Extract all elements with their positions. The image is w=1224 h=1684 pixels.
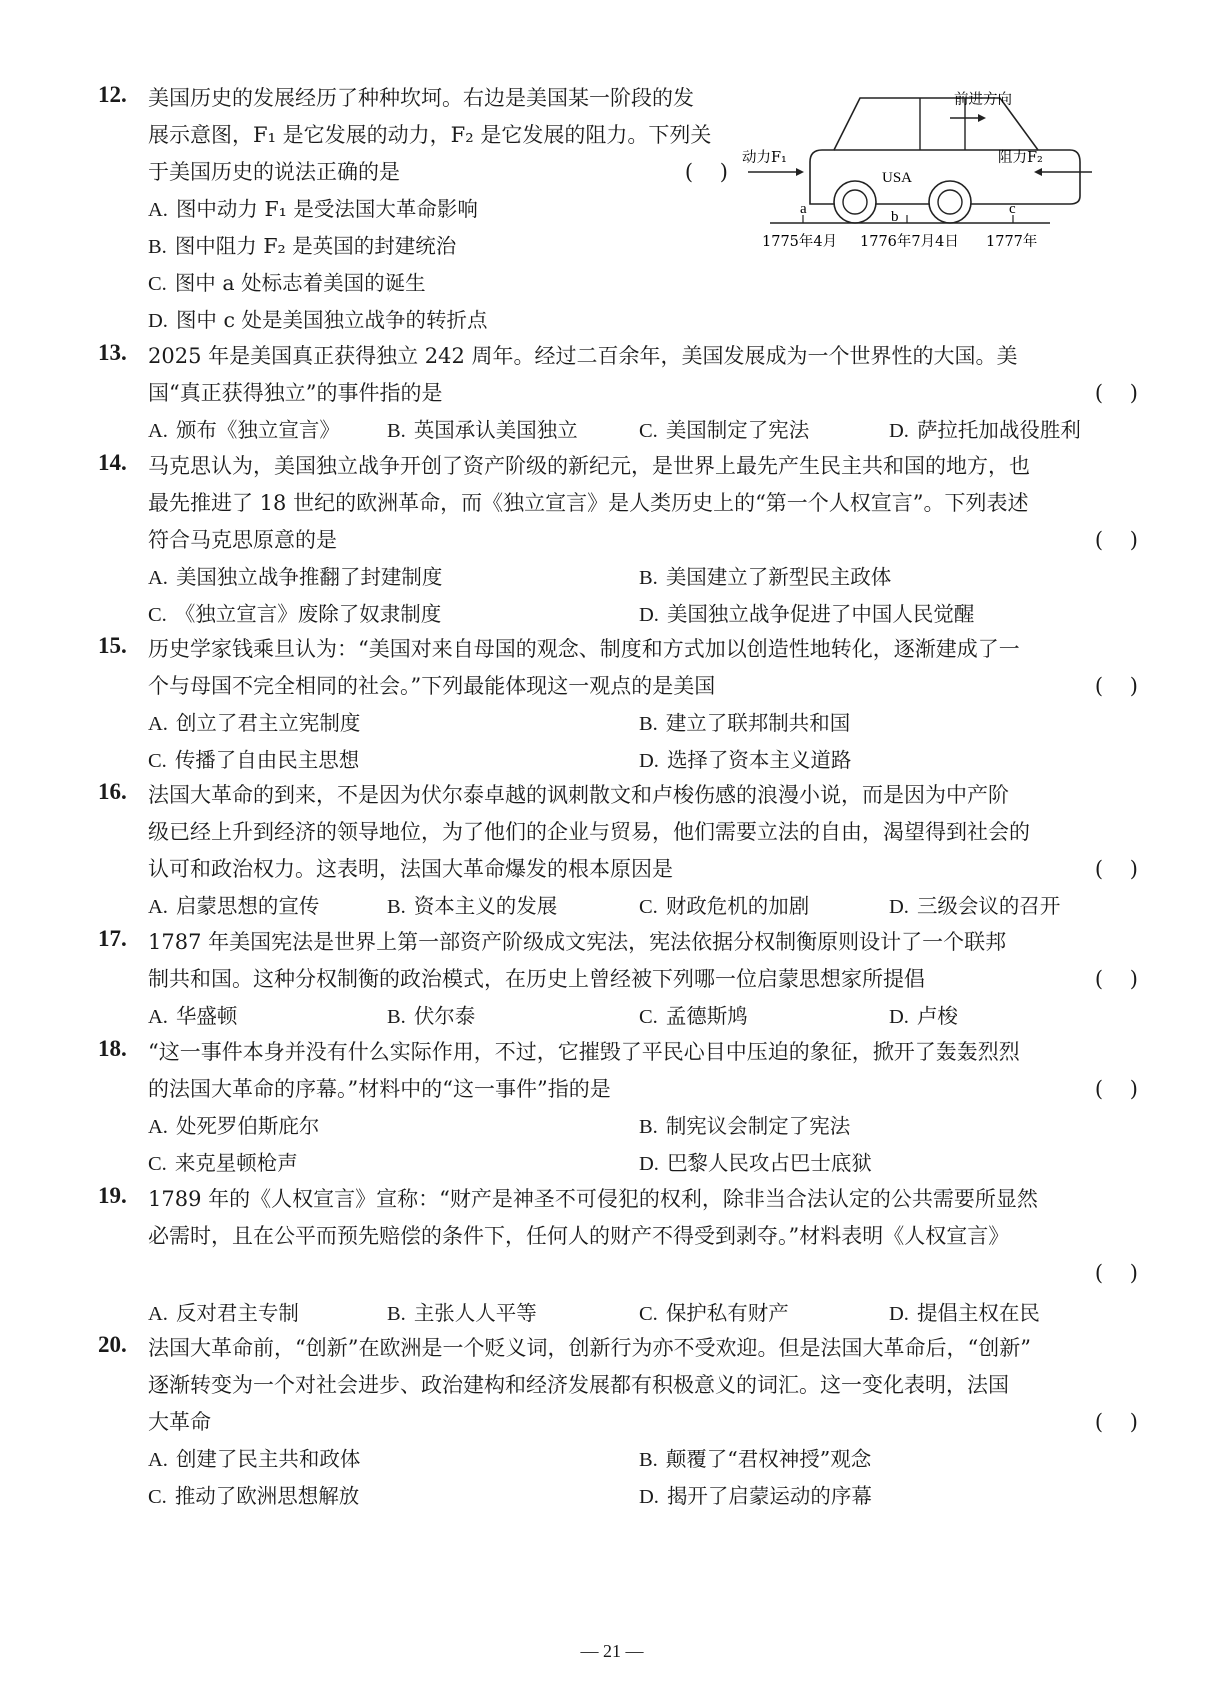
option-letter: C. [639,1006,658,1028]
option-text: 华盛顿 [175,1004,238,1028]
option-b[interactable] [639,705,850,742]
option-d[interactable] [889,888,1060,925]
option-letter: A. [148,1006,168,1028]
option-letter: D. [889,896,909,918]
question-stem-line: 的法国大革命的序幕。”材料中的“这一事件”指的是 [148,1077,611,1101]
option-letter: B. [387,896,406,918]
option-text: 选择了资本主义道路 [666,748,852,772]
option-text: 萨拉托加战役胜利 [916,418,1081,442]
wheel [834,181,876,223]
point-a-label: a [800,201,807,217]
question-stem-line: 美国历史的发展经历了种种坎坷。右边是美国某一阶段的发 [148,86,694,110]
option-letter: B. [387,420,406,442]
option-letter: A. [148,896,168,918]
option-text: 创建了民主共和政体 [175,1447,361,1471]
option-d[interactable] [639,596,974,633]
forward-direction-label: 前进方向 [954,92,1012,108]
answer-parentheses[interactable]: ( ) [1094,1410,1138,1434]
option-text: 颠覆了“君权神授”观念 [665,1447,872,1471]
option-b[interactable] [387,1295,537,1332]
option-text: 美国独立战争推翻了封建制度 [175,565,443,589]
option-letter: D. [639,750,659,772]
option-b[interactable] [387,888,557,925]
option-text: 主张人人平等 [413,1301,537,1325]
option-a[interactable] [148,705,360,742]
answer-parentheses[interactable]: ( ) [1094,381,1138,405]
point-b-label: b [891,209,899,225]
option-d[interactable] [148,302,487,339]
option-c[interactable] [148,265,426,302]
point-c-label: c [1009,201,1016,217]
option-b[interactable] [639,1441,871,1478]
question-stem-line: 认可和政治权力。这表明，法国大革命爆发的根本原因是 [148,857,673,881]
option-text: 《独立宣言》废除了奴隶制度 [174,602,442,626]
option-text: 美国建立了新型民主政体 [665,565,892,589]
question-number: 17. [98,926,127,951]
option-a[interactable] [148,1295,299,1332]
option-text: 孟德斯鸠 [665,1004,748,1028]
option-d[interactable] [639,1145,872,1182]
option-c[interactable] [639,1295,789,1332]
date-label: 1776年7月4日 [860,234,959,250]
option-letter: A. [148,1303,168,1325]
option-b[interactable] [387,998,475,1035]
option-letter: A. [148,1449,168,1471]
option-d[interactable] [639,742,851,779]
option-letter: B. [639,713,658,735]
answer-parentheses[interactable]: ( ) [684,160,728,184]
option-letter: B. [387,1006,406,1028]
question-stem-line: 展示意图，F₁ 是它发展的动力，F₂ 是它发展的阻力。下列关 [148,123,712,147]
option-letter: C. [639,420,658,442]
option-letter: B. [387,1303,406,1325]
question-stem-line: “这一事件本身并没有什么实际作用，不过，它摧毁了平民心目中压迫的象征，掀开了轰轰烈烈 [148,1040,1020,1064]
question-stem-line: 马克思认为，美国独立战争开创了资产阶级的新纪元，是世界上最先产生民主共和国的地方，也 [148,454,1030,478]
option-letter: B. [148,236,167,258]
option-c[interactable] [148,742,359,779]
option-letter: D. [148,310,168,332]
option-a[interactable] [148,1441,360,1478]
question-stem-line: 级已经上升到经济的领导地位，为了他们的企业与贸易，他们需要立法的自由，渴望得到社会的 [148,820,1030,844]
option-text: 英国承认美国独立 [413,418,578,442]
option-text: 美国制定了宪法 [665,418,810,442]
option-letter: A. [148,713,168,735]
option-letter: C. [639,1303,658,1325]
option-letter: C. [148,1153,167,1175]
option-text: 图中 c 处是美国独立战争的转折点 [175,308,488,332]
question-stem-line: 个与母国不完全相同的社会。”下列最能体现这一观点的是美国 [148,674,716,698]
question-stem-line: 历史学家钱乘旦认为：“美国对来自母国的观念、制度和方式加以创造性地转化，逐渐建成了一 [148,637,1020,661]
resistance-label: 阻力F₂ [998,150,1043,166]
date-label: 1775年4月 [762,234,838,250]
power-label: 动力F₁ [742,150,787,166]
option-text: 三级会议的召开 [916,894,1061,918]
answer-parentheses[interactable]: ( ) [1094,1261,1138,1285]
option-a[interactable] [148,998,237,1035]
option-text: 建立了联邦制共和国 [665,711,851,735]
answer-parentheses[interactable]: ( ) [1094,857,1138,881]
option-text: 揭开了启蒙运动的序幕 [666,1484,872,1508]
option-letter: A. [148,199,168,221]
option-text: 保护私有财产 [665,1301,789,1325]
option-b[interactable] [148,228,456,265]
question-stem-line: 1787 年美国宪法是世界上第一部资产阶级成文宪法，宪法依据分权制衡原则设计了一个联邦 [148,930,1007,954]
option-text: 美国独立战争促进了中国人民觉醒 [666,602,975,626]
date-label: 1777年 [986,234,1038,250]
option-text: 推动了欧洲思想解放 [174,1484,360,1508]
option-text: 图中 a 处标志着美国的诞生 [174,271,426,295]
option-letter: C. [639,896,658,918]
option-text: 资本主义的发展 [413,894,558,918]
answer-parentheses[interactable]: ( ) [1094,967,1138,991]
question-stem-line: 1789 年的《人权宣言》宣称：“财产是神圣不可侵犯的权利，除非当合法认定的公共需要所显然 [148,1187,1038,1211]
option-text: 图中动力 F₁ 是受法国大革命影响 [175,197,478,221]
option-letter: C. [148,273,167,295]
question-stem-line: 制共和国。这种分权制衡的政治模式，在历史上曾经被下列哪一位启蒙思想家所提倡 [148,967,925,991]
question-stem-line: 最先推进了 18 世纪的欧洲革命，而《独立宣言》是人类历史上的“第一个人权宣言”。下列表述 [148,491,1029,515]
option-letter: D. [889,1006,909,1028]
option-d[interactable] [889,412,1081,449]
option-text: 反对君主专制 [175,1301,299,1325]
option-text: 颁布《独立宣言》 [175,418,340,442]
option-text: 处死罗伯斯庇尔 [175,1114,320,1138]
option-d[interactable] [889,1295,1040,1332]
question-number: 19. [98,1183,127,1208]
question-number: 12. [98,82,127,107]
option-a[interactable] [148,412,340,449]
option-c[interactable] [148,1145,298,1182]
car-label: USA [882,170,913,186]
question-stem-line: 法国大革命前，“创新”在欧洲是一个贬义词，创新行为亦不受欢迎。但是法国大革命后，“创新” [148,1336,1031,1360]
option-c[interactable] [148,1478,359,1515]
question-stem-line: 大革命 [148,1410,211,1434]
option-letter: C. [148,750,167,772]
question-stem-line: 法国大革命的到来，不是因为伏尔泰卓越的讽刺散文和卢梭伤感的浪漫小说，而是因为中产阶 [148,783,1009,807]
option-text: 巴黎人民攻占巴士底狱 [666,1151,872,1175]
page-number: — 21 — [580,1641,644,1661]
question-number: 14. [98,450,127,475]
option-text: 传播了自由民主思想 [174,748,360,772]
option-c[interactable] [639,998,748,1035]
option-letter: D. [639,604,659,626]
option-a[interactable] [148,191,478,228]
question-stem-line: 于美国历史的说法正确的是 [148,160,400,184]
option-letter: A. [148,567,168,589]
option-letter: A. [148,420,168,442]
option-text: 财政危机的加剧 [665,894,810,918]
option-d[interactable] [889,998,958,1035]
question-number: 15. [98,633,127,658]
option-text: 卢梭 [916,1004,958,1028]
question-stem-line: 国“真正获得独立”的事件指的是 [148,381,443,405]
option-text: 创立了君主立宪制度 [175,711,361,735]
question-number: 20. [98,1332,127,1357]
option-b[interactable] [639,1108,850,1145]
option-text: 伏尔泰 [413,1004,476,1028]
option-letter: B. [639,1449,658,1471]
option-letter: B. [639,1116,658,1138]
question-number: 13. [98,340,127,365]
option-text: 图中阻力 F₂ 是英国的封建统治 [174,234,457,258]
option-c[interactable] [639,888,809,925]
option-letter: B. [639,567,658,589]
answer-parentheses[interactable]: ( ) [1094,674,1138,698]
answer-parentheses[interactable]: ( ) [1094,528,1138,552]
option-text: 制宪议会制定了宪法 [665,1114,851,1138]
option-a[interactable] [148,1108,319,1145]
usa-development-diagram [742,92,1140,272]
option-b[interactable] [639,559,891,596]
wheel [929,181,971,223]
answer-parentheses[interactable]: ( ) [1094,1077,1138,1101]
question-number: 16. [98,779,127,804]
option-letter: D. [639,1486,659,1508]
option-text: 来克星顿枪声 [174,1151,298,1175]
question-stem-line: 逐渐转变为一个对社会进步、政治建构和经济发展都有积极意义的词汇。这一变化表明，法国 [148,1373,1009,1397]
option-c[interactable] [639,412,809,449]
option-letter: A. [148,1116,168,1138]
option-letter: D. [639,1153,659,1175]
question-stem-line: 2025 年是美国真正获得独立 242 周年。经过二百余年，美国发展成为一个世界性的大国。美 [148,344,1018,368]
question-stem-line: 必需时，且在公平而预先赔偿的条件下，任何人的财产不得受到剥夺。”材料表明《人权宣言》 [148,1224,1010,1248]
option-text: 提倡主权在民 [916,1301,1040,1325]
option-a[interactable] [148,888,319,925]
option-letter: C. [148,1486,167,1508]
option-text: 启蒙思想的宣传 [175,894,320,918]
option-letter: D. [889,1303,909,1325]
option-a[interactable] [148,559,442,596]
option-letter: C. [148,604,167,626]
question-number: 18. [98,1036,127,1061]
question-stem-line: 符合马克思原意的是 [148,528,337,552]
option-letter: D. [889,420,909,442]
option-c[interactable] [148,596,441,633]
option-b[interactable] [387,412,578,449]
option-d[interactable] [639,1478,872,1515]
